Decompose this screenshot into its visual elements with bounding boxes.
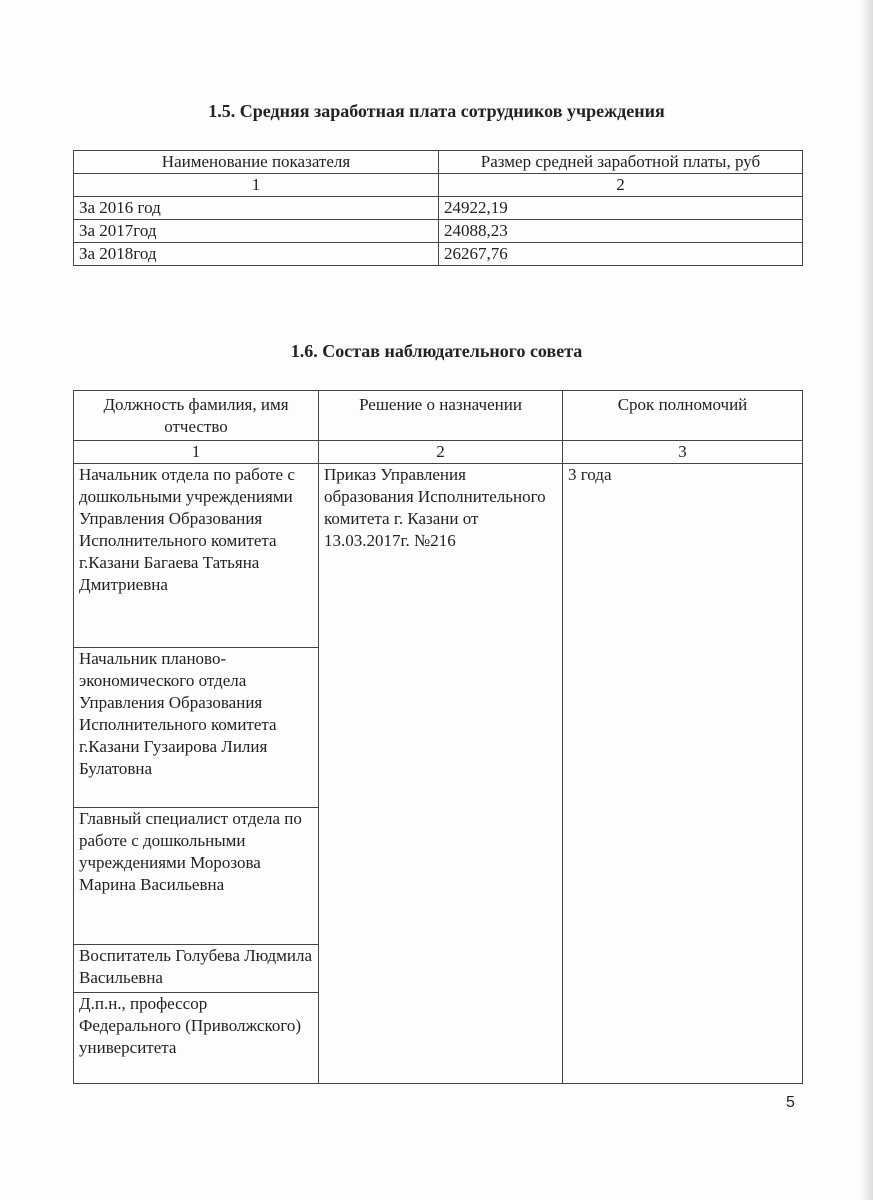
col-number: 3	[563, 441, 803, 464]
col-number: 2	[439, 174, 803, 197]
header-cell: Срок полномочий	[563, 391, 803, 441]
member-cell: Д.п.н., профессор Федерального (Приволжского) университета	[74, 993, 319, 1084]
salary-value: 24088,23	[439, 220, 803, 243]
header-cell: Решение о назначении	[319, 391, 563, 441]
salary-section-title: 1.5. Средняя заработная плата сотрудников учреждения	[208, 101, 665, 121]
table-row	[74, 220, 803, 243]
header-cell: Должность фамилия, имя отчество	[74, 391, 319, 441]
salary-value: 26267,76	[439, 243, 803, 266]
col-number: 1	[74, 174, 439, 197]
table-row	[74, 197, 803, 220]
salary-value: 24922,19	[439, 197, 803, 220]
council-table	[73, 390, 803, 1084]
member-cell: Начальник планово-экономического отдела Управления Образования Исполнительного комитета г.Казани Гузаирова Лилия Булатовна	[74, 648, 319, 808]
term-cell: 3 года	[563, 464, 803, 1084]
salary-table	[73, 150, 803, 266]
decision-cell: Приказ Управления образования Исполнительного комитета г. Казани от 13.03.2017г. №216	[319, 464, 563, 1084]
header-cell: Наименование показателя	[74, 151, 439, 174]
scan-edge	[859, 0, 873, 1200]
member-cell: Начальник отдела по работе с дошкольными учреждениями Управления Образования Исполнительного комитета г.Казани Багаева Татьяна Дмитриевна	[74, 464, 319, 648]
member-cell: Главный специалист отдела по работе с дошкольными учреждениями Морозова Марина Васильевна	[74, 808, 319, 945]
year-label: За 2016 год	[74, 197, 439, 220]
year-label: За 2017год	[74, 220, 439, 243]
header-cell: Размер средней заработной платы, руб	[439, 151, 803, 174]
page-number: 5	[786, 1094, 795, 1111]
table-row	[74, 243, 803, 266]
col-number: 1	[74, 441, 319, 464]
member-cell: Воспитатель Голубева Людмила Васильевна	[74, 945, 319, 993]
year-label: За 2018год	[74, 243, 439, 266]
col-number: 2	[319, 441, 563, 464]
council-section-title: 1.6. Состав наблюдательного совета	[290, 341, 583, 361]
